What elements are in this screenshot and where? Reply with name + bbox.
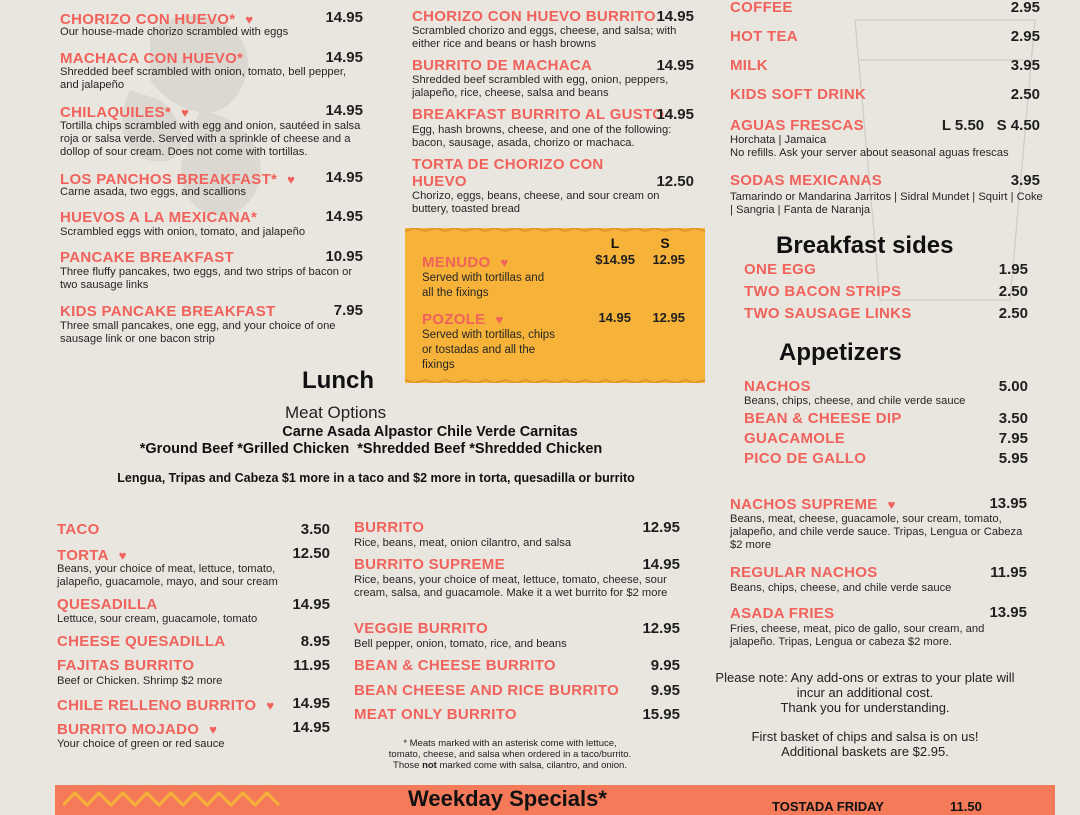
item-name: BURRITO DE MACHACA <box>412 57 593 74</box>
asterisk-footnote <box>340 738 680 771</box>
item-name: TWO BACON STRIPS <box>744 283 902 300</box>
item-name: CHORIZO CON HUEVO* ♥ <box>60 11 254 28</box>
col-l-label: L <box>610 235 620 251</box>
note-line: Please note: Any add-ons or extras to your plate will <box>715 670 1015 685</box>
heart-icon: ♥ <box>181 105 190 120</box>
item-price: 14.95 <box>325 102 363 119</box>
item-desc: Beef or Chicken. Shrimp $2 more <box>57 675 223 687</box>
item-price: 2.50 <box>998 283 1028 300</box>
addon-note <box>690 670 1040 715</box>
lunch-title: Lunch <box>302 367 374 394</box>
item-desc: Rice, beans, meat, onion cilantro, and salsa <box>354 537 572 549</box>
item-price: 8.95 <box>300 633 330 650</box>
item-price: 13.95 <box>989 604 1027 621</box>
item-desc: Scrambled chorizo and eggs, cheese, and salsa; with either rice and beans or hash browns <box>412 25 677 51</box>
item-price: 10.95 <box>325 248 363 265</box>
item-desc: Scrambled eggs with onion, tomato, and jalapeño <box>60 226 306 238</box>
meat-options-label: Meat Options <box>285 403 387 422</box>
item-price: 7.95 <box>998 430 1028 447</box>
footnote-line: Those not marked come with salsa, cilantro, and onion. <box>393 760 627 771</box>
item-name: PICO DE GALLO <box>744 450 867 467</box>
item-price-s: 12.95 <box>652 310 685 325</box>
item-name: KIDS PANCAKE BREAKFAST <box>60 303 276 320</box>
item-name: CHILAQUILES* ♥ <box>60 104 190 121</box>
note-line: Additional baskets are $2.95. <box>781 744 949 759</box>
item-name: BURRITO SUPREME <box>354 556 505 573</box>
item-price: 2.50 <box>998 305 1028 322</box>
item-name: TORTA DE CHORIZO CON <box>412 156 604 173</box>
col-s-label: S <box>660 235 670 251</box>
heart-icon: ♥ <box>209 722 218 737</box>
item-desc: Lettuce, sour cream, guacamole, tomato <box>57 613 258 625</box>
item-name: POZOLE ♥ <box>422 311 504 328</box>
item-price: 2.95 <box>1010 0 1040 16</box>
item-name: NACHOS SUPREME ♥ <box>730 496 896 513</box>
item-desc: Three small pancakes, one egg, and your choice of one sausage link or one bacon strip <box>60 320 336 346</box>
item-price: 14.95 <box>325 9 363 26</box>
item-name: CHEESE QUESADILLA <box>57 633 226 650</box>
item-price: 14.95 <box>325 169 363 186</box>
item-desc: Your choice of green or red sauce <box>57 738 225 750</box>
item-price: 12.50 <box>292 545 330 562</box>
note-line: incur an additional cost. <box>796 685 934 700</box>
item-desc: Served with tortillas, chips or tostadas and all the fixings <box>422 329 555 371</box>
item-name: MENUDO ♥ <box>422 254 509 271</box>
item-price: 12.95 <box>642 519 680 536</box>
item-price: 14.95 <box>656 106 694 123</box>
item-desc: Rice, beans, your choice of meat, lettuce, tomato, cheese, sour cream, salsa, and guacamole. Make it a wet burrito for $2 more <box>354 574 668 600</box>
extra-meat-note: Lengua, Tripas and Cabeza $1 more in a taco and $2 more in torta, quesadilla or burrito <box>117 471 635 485</box>
item-name: QUESADILLA <box>57 596 158 613</box>
item-price: 12.95 <box>642 620 680 637</box>
item-name: HOT TEA <box>730 28 798 45</box>
item-desc: Carne asada, two eggs, and scallions <box>60 186 246 198</box>
item-name: COFFEE <box>730 0 793 16</box>
section-title: Appetizers <box>779 339 902 366</box>
item-name: MEAT ONLY BURRITO <box>354 706 517 723</box>
item-price: 9.95 <box>650 657 680 674</box>
item-price: 14.95 <box>656 8 694 25</box>
item-price: 14.95 <box>292 719 330 736</box>
meats-line2: *Ground Beef *Grilled Chicken *Shredded Beef *Shredded Chicken <box>139 441 603 457</box>
item-desc: Tortilla chips scrambled with egg and onion, sautéed in salsa roja or salsa verde. Served with a sprinkle of cheese and a dollop of sour cream. Does not come with tortillas. <box>60 120 361 159</box>
item-name: CHILE RELLENO BURRITO ♥ <box>57 697 275 714</box>
item-name: FAJITAS BURRITO <box>57 657 195 674</box>
item-desc: Beans, meat, cheese, guacamole, sour cream, tomato, jalapeño, and chile verde sauce. Tripas, Lengua or Cabeza $2 more <box>730 513 1023 552</box>
item-name: ASADA FRIES <box>730 605 835 622</box>
item-price: 13.95 <box>989 495 1027 512</box>
item-desc: Served with tortillas and all the fixings <box>422 272 545 299</box>
item-desc: Three fluffy pancakes, two eggs, and two strips of bacon or two sausage links <box>60 266 353 292</box>
item-name: BEAN CHEESE AND RICE BURRITO <box>354 682 620 699</box>
item-name: CHORIZO CON HUEVO BURRITO <box>412 8 656 25</box>
item-name: BURRITO MOJADO ♥ <box>57 721 218 738</box>
item-name: SODAS MEXICANAS <box>730 172 883 189</box>
item-price: L 5.50 S 4.50 <box>941 117 1040 134</box>
item-price: 1.95 <box>998 261 1028 278</box>
tostada-label: TOSTADA FRIDAY <box>772 799 884 814</box>
item-name: TWO SAUSAGE LINKS <box>744 305 912 322</box>
heart-icon: ♥ <box>495 312 504 327</box>
footnote-line: tomato, cheese, and salsa when ordered in a taco/burrito. <box>388 749 632 760</box>
item-desc: Our house-made chorizo scrambled with eggs <box>60 26 289 38</box>
item-price: 11.95 <box>990 564 1027 581</box>
item-desc: Tamarindo or Mandarina Jarritos | Sidral Mundet | Squirt | Coke | Sangria | Fanta de Naranja <box>730 191 1043 217</box>
item-name: GUACAMOLE <box>744 430 846 447</box>
item-price: 3.95 <box>1010 57 1040 74</box>
item-desc: Horchata | Jamaica No refills. Ask your server about seasonal aguas frescas <box>730 134 1009 160</box>
chips-note <box>690 729 1040 759</box>
tostada-price: 11.50 <box>950 799 982 814</box>
item-desc: Beans, your choice of meat, lettuce, tomato, jalapeño, guacamole, mayo, and sour cream <box>57 563 278 589</box>
item-name: REGULAR NACHOS <box>730 564 878 581</box>
heart-icon: ♥ <box>245 12 254 27</box>
item-name: MACHACA CON HUEVO* <box>60 50 244 67</box>
item-name: KIDS SOFT DRINK <box>730 86 867 103</box>
item-price-l: $14.95 <box>595 252 635 267</box>
item-name: HUEVO <box>412 173 467 190</box>
item-price: 14.95 <box>325 208 363 225</box>
item-price: 3.50 <box>998 410 1028 427</box>
item-desc: Fries, cheese, meat, pico de gallo, sour cream, and jalapeño. Tripas, Lengua or cabeza $2 more. <box>730 623 985 649</box>
item-price: 9.95 <box>650 682 680 699</box>
item-desc: Beans, chips, cheese, and chile verde sauce <box>744 395 966 407</box>
item-price: 2.95 <box>1010 28 1040 45</box>
item-price-l: 14.95 <box>598 310 631 325</box>
item-price: 14.95 <box>325 49 363 66</box>
item-name: ONE EGG <box>744 261 817 278</box>
item-name: TORTA ♥ <box>57 547 127 564</box>
item-name: MILK <box>730 57 768 74</box>
item-price: 5.95 <box>998 450 1028 467</box>
item-price: 7.95 <box>333 302 363 319</box>
item-price: 14.95 <box>656 57 694 74</box>
item-desc: Beans, chips, cheese, and chile verde sauce <box>730 582 952 594</box>
item-name: LOS PANCHOS BREAKFAST* ♥ <box>60 171 296 188</box>
item-price: 15.95 <box>642 706 680 723</box>
item-price: 5.00 <box>998 378 1028 395</box>
heart-icon: ♥ <box>118 548 127 563</box>
heart-icon: ♥ <box>266 698 275 713</box>
item-desc: Egg, hash browns, cheese, and one of the following: bacon, sausage, asada, chorizo or machaca. <box>412 124 672 150</box>
heart-icon: ♥ <box>887 497 896 512</box>
item-name: NACHOS <box>744 378 811 395</box>
item-price: 3.50 <box>300 521 330 538</box>
item-price: 12.50 <box>656 173 694 190</box>
specials-title: Weekday Specials* <box>408 786 607 811</box>
item-name: BREAKFAST BURRITO AL GUSTO <box>412 106 665 123</box>
section-title: Breakfast sides <box>776 232 954 259</box>
item-name: VEGGIE BURRITO <box>354 620 488 637</box>
item-name: PANCAKE BREAKFAST <box>60 249 234 266</box>
item-desc: Shredded beef scrambled with egg, onion, peppers, jalapeño, rice, cheese, salsa and beans <box>412 74 669 100</box>
item-desc: Chorizo, eggs, beans, cheese, and sour cream on buttery, toasted bread <box>412 190 660 216</box>
item-price-s: 12.95 <box>652 252 685 267</box>
item-price: 11.95 <box>293 657 330 674</box>
item-name: BEAN & CHEESE DIP <box>744 410 902 427</box>
item-price: 14.95 <box>292 596 330 613</box>
item-price: 14.95 <box>292 695 330 712</box>
item-name: TACO <box>57 521 100 538</box>
item-name: BURRITO <box>354 519 425 536</box>
note-line: First basket of chips and salsa is on us! <box>751 729 979 744</box>
heart-icon: ♥ <box>287 172 296 187</box>
note-line: Thank you for understanding. <box>780 700 950 715</box>
footnote-line: * Meats marked with an asterisk come with lettuce, <box>403 738 617 749</box>
item-name: BEAN & CHEESE BURRITO <box>354 657 556 674</box>
item-price: 3.95 <box>1010 172 1040 189</box>
item-desc: Bell pepper, onion, tomato, rice, and beans <box>354 638 567 650</box>
item-price: 2.50 <box>1010 86 1040 103</box>
item-name: AGUAS FRESCAS <box>730 117 864 134</box>
item-name: HUEVOS A LA MEXICANA* <box>60 209 258 226</box>
item-desc: Shredded beef scrambled with onion, tomato, bell pepper, and jalapeño <box>60 66 347 92</box>
meats-line1: Carne Asada Alpastor Chile Verde Carnitas <box>282 424 578 440</box>
zigzag-pattern <box>63 789 283 809</box>
item-price: 14.95 <box>642 556 680 573</box>
heart-icon: ♥ <box>500 255 509 270</box>
